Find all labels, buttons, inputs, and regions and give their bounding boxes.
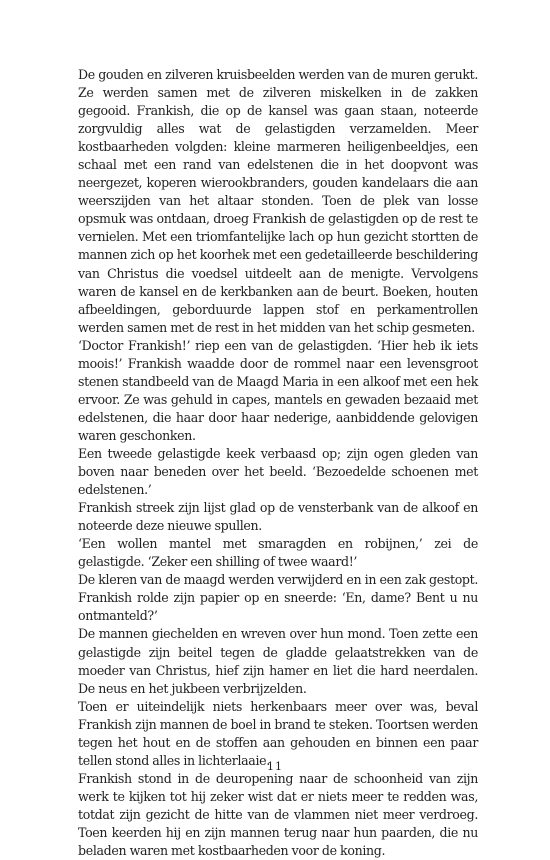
paragraph-1: De gouden en zilveren kruisbeelden werden van de muren gerukt. Ze werden samen met de zilveren miskelken in de zakken gegooid. Frankish, die op de kansel was gaan staan, noteerde zorgvuldig alles wat de gelastigden verzamelden. Meer kostbaarheden volgden: kleine marmeren heiligenbeeldjes, een schaal met een rand van edelstenen die in het doopvont was neergezet, koperen wierookbranders, gouden kandelaars die aan weerszijden van het altaar stonden. Toen de plek van losse opsmuk was ontdaan, droeg Frankish de gelastigden op de rest te vernielen. Met een triomfantelijke lach op hun gezicht stortten de mannen zich op het koorhek met een gedetailleerde beschildering van Christus die voedsel uitdeelt aan de menigte. Vervolgens waren de kansel en de kerkbanken aan de beurt. Boeken, houten afbeeldingen, geborduurde lappen stof en perkamentrollen werden samen met de rest in het midden van het schip gesmeten. bbox=[78, 67, 478, 335]
page-number: 11 bbox=[267, 760, 283, 773]
paragraph-5: ‘Een wollen mantel met smaragden en robijnen,’ zei de gelastigde. ‘Zeker een shilling of twee waard!’ bbox=[78, 536, 478, 570]
paragraph-7: De mannen giechelden en wreven over hun mond. Toen zette een gelastigde zijn beitel tegen de gladde gelaatstrekken van de moeder van Christus, hief zijn hamer en liet die hard neerdalen. De neus en het jukbeen verbrijzelden. bbox=[78, 626, 478, 696]
paragraph-8: Toen er uiteindelijk niets herkenbaars meer over was, beval Frankish zijn mannen de boel in brand te steken. Toortsen werden tegen het hout en de stoffen aan gehouden en binnen een paar tellen stond alles in lichterlaaie. bbox=[78, 698, 478, 768]
paragraph-6: De kleren van de maagd werden verwijderd en in een zak gestopt. Frankish rolde zijn papier op en sneerde: ‘En, dame? Bent u nu ontmanteld?’ bbox=[78, 572, 478, 624]
body-text bbox=[78, 66, 478, 860]
paragraph-4: Frankish streek zijn lijst glad op de vensterbank van de alkoof en noteerde deze nieuwe spullen. bbox=[78, 500, 478, 534]
paragraph-2: ‘Doctor Frankish!’ riep een van de gelastigden. ‘Hier heb ik iets moois!’ Frankish waadde door de rommel naar een levensgroot stenen standbeeld van de Maagd Maria in een alkoof met een hek ervoor. Ze was gehuld in capes, mantels en gewaden bezaaid met edelstenen, die haar door haar nederige, aanbiddende gelovigen waren geschonken. bbox=[78, 337, 478, 443]
paragraph-3: Een tweede gelastigde keek verbaasd op; zijn ogen gleden van boven naar beneden over het beeld. ‘Bezoedelde schoenen met edelstenen.’ bbox=[78, 445, 478, 498]
paragraph-9: Frankish stond in de deuropening naar de schoonheid van zijn werk te kijken tot hij zeker wist dat er niets meer te redden was, totdat zijn gezicht de hitte van de vlammen niet meer verdroeg. Toen keerden hij en zijn mannen terug naar hun paarden, die nu beladen waren met kostbaarheden voor de koning. bbox=[78, 770, 478, 859]
